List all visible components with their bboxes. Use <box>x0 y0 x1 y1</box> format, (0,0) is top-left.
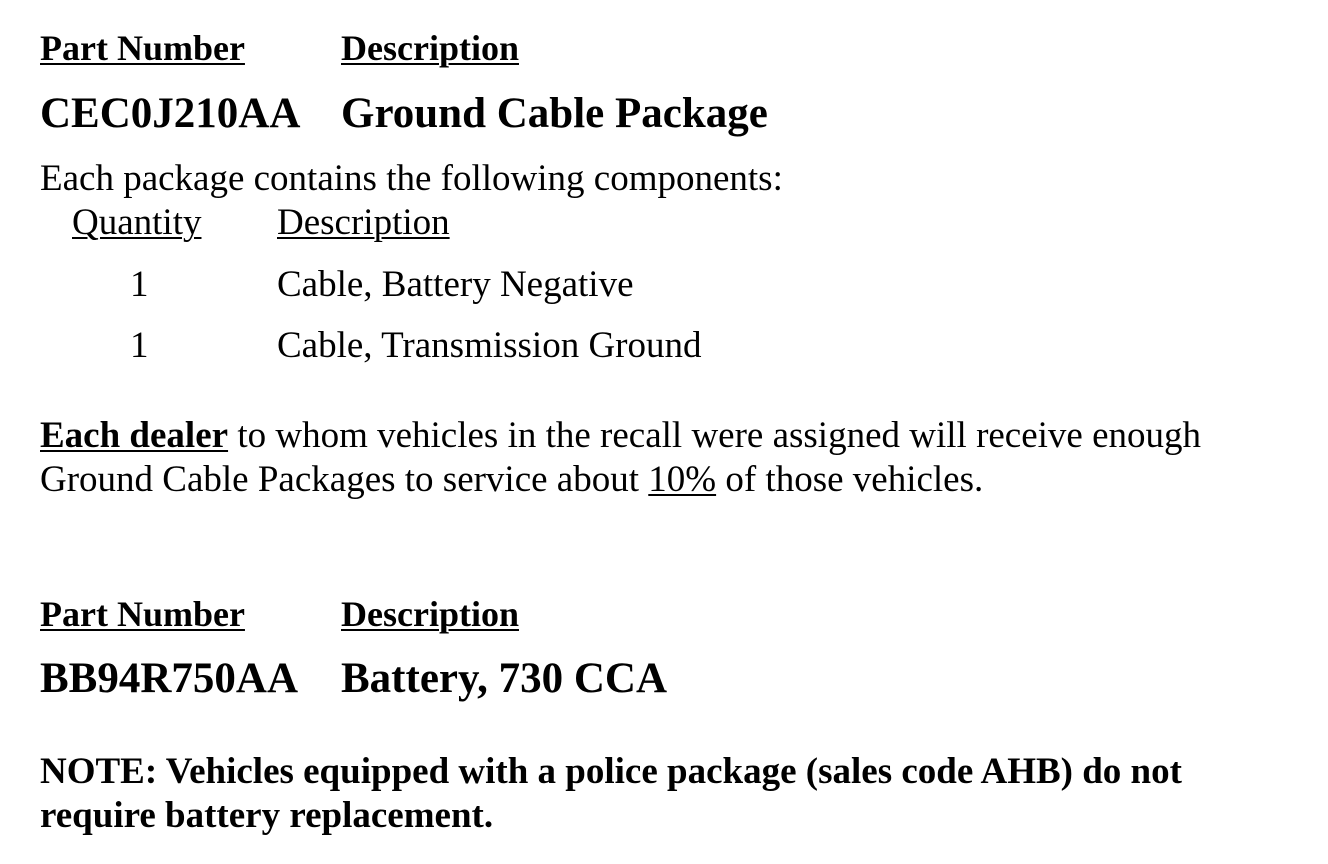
contains-text: Each package contains the following components: <box>40 158 783 199</box>
component-description: Cable, Transmission Ground <box>277 325 702 366</box>
quantity-header: Quantity <box>72 202 202 243</box>
component-description-header: Description <box>277 202 450 243</box>
description-header: Description <box>341 28 519 68</box>
component-description: Cable, Battery Negative <box>277 264 634 305</box>
part-description: Ground Cable Package <box>341 90 768 137</box>
description-header: Description <box>341 594 519 634</box>
part-description: Battery, 730 CCA <box>341 655 668 702</box>
dealer-note-line1-rest: to whom vehicles in the recall were assigned will receive enough <box>228 415 1202 456</box>
dealer-note-line2-before: Ground Cable Packages to service about <box>40 459 649 500</box>
dealer-note-lead: Each dealer <box>40 415 229 456</box>
part-number-header: Part Number <box>40 594 245 634</box>
dealer-note-line1 <box>40 417 1201 454</box>
part-number-header: Part Number <box>40 28 245 68</box>
dealer-note-percent: 10% <box>648 459 717 500</box>
component-quantity: 1 <box>130 264 149 305</box>
dealer-note-line2 <box>40 461 983 498</box>
dealer-note-line2-after: of those vehicles. <box>716 459 984 500</box>
note-line2: require battery replacement. <box>40 795 494 836</box>
part-number: BB94R750AA <box>40 655 299 702</box>
part-number: CEC0J210AA <box>40 90 301 137</box>
note-line1: NOTE: Vehicles equipped with a police package (sales code AHB) do not <box>40 751 1182 792</box>
component-quantity: 1 <box>130 325 149 366</box>
